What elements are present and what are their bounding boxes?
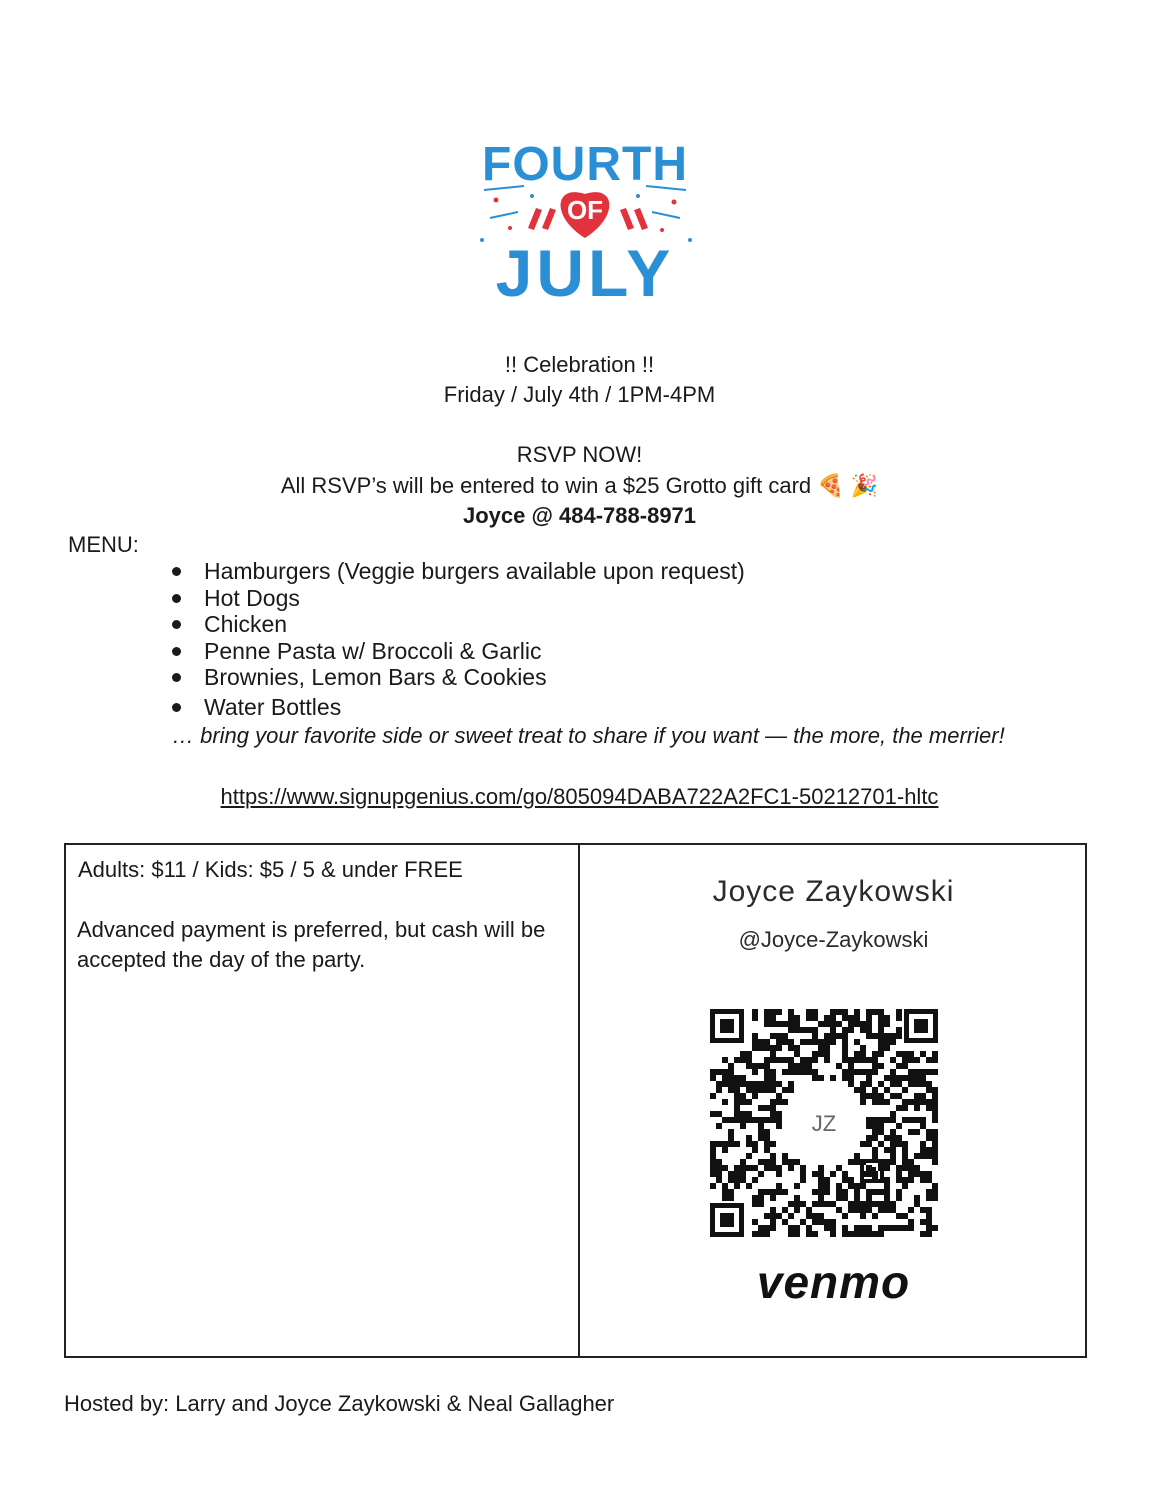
bullet-icon xyxy=(172,673,181,682)
menu-note: … bring your favorite side or sweet treat to share if you want — the more, the merrier! xyxy=(172,723,1005,748)
price-list: Adults: $11 / Kids: $5 / 5 & under FREE xyxy=(78,857,463,882)
fourth-of-july-logo xyxy=(470,128,700,306)
list-item: Water Bottles xyxy=(168,694,745,721)
bullet-icon xyxy=(172,567,181,576)
list-item: Hot Dogs xyxy=(168,585,745,612)
list-item: Penne Pasta w/ Broccoli & Garlic xyxy=(168,638,745,665)
info-box xyxy=(64,843,1087,1358)
logo-line-fourth: FOURTH xyxy=(482,138,688,191)
event-date-time: Friday / July 4th / 1PM-4PM xyxy=(443,382,716,407)
bullet-icon xyxy=(172,703,181,712)
celebration-heading: !! Celebration !! xyxy=(504,352,655,377)
menu-label: MENU: xyxy=(68,532,139,557)
venmo-handle: @Joyce-Zaykowski xyxy=(738,927,929,952)
signup-link[interactable]: https://www.signupgenius.com/go/805094DABA722A2FC1-50212701-hltc xyxy=(220,784,939,809)
qr-initials: JZ xyxy=(811,1111,837,1136)
logo-line-july: JULY xyxy=(495,236,675,306)
raffle-note: All RSVP’s will be entered to win a $25 Grotto gift card 🍕 🎉 xyxy=(280,473,879,498)
venmo-name: Joyce Zaykowski xyxy=(712,875,955,908)
venmo-qr-code[interactable] xyxy=(710,1009,938,1237)
list-item: Chicken xyxy=(168,611,745,638)
venmo-logo: venmo xyxy=(756,1256,911,1308)
hosted-by: Hosted by: Larry and Joyce Zaykowski & Neal Gallagher xyxy=(64,1391,615,1416)
rsvp-contact: Joyce @ 484-788-8971 xyxy=(462,503,697,528)
bullet-icon xyxy=(172,620,181,629)
rsvp-heading: RSVP NOW! xyxy=(516,442,643,467)
list-item: Hamburgers (Veggie burgers available upon request) xyxy=(168,558,745,585)
bullet-icon xyxy=(172,647,181,656)
list-item: Brownies, Lemon Bars & Cookies xyxy=(168,664,745,691)
menu-list xyxy=(168,558,745,720)
logo-line-of: OF xyxy=(566,195,604,225)
bullet-icon xyxy=(172,594,181,603)
payment-note: Advanced payment is preferred, but cash will be accepted the day of the party. xyxy=(77,917,546,972)
